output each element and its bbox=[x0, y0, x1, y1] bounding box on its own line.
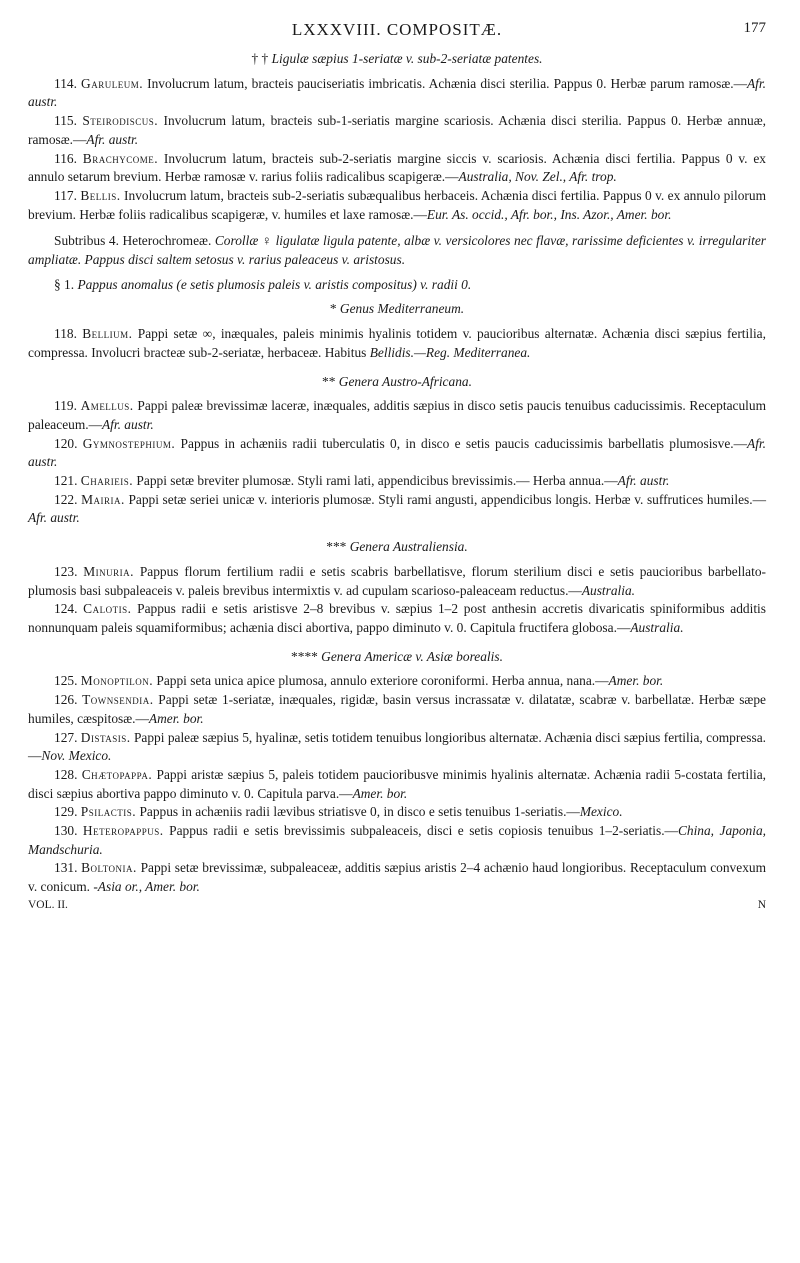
genus-entry-119 bbox=[28, 397, 766, 434]
genus-name: Amellus. bbox=[80, 398, 134, 414]
signature-mark: N bbox=[757, 898, 766, 911]
entry-number: 126. bbox=[54, 692, 78, 708]
entry-text: Pappus radii e setis brevissimis subpaleaceis, disci e setis copiosis tenuibus 1–2-seriatis.— bbox=[163, 823, 678, 839]
distribution: Australia. bbox=[630, 619, 684, 635]
genus-entry-115 bbox=[28, 112, 766, 149]
genus-entry-131 bbox=[28, 859, 766, 896]
entry-text: Pappi setæ ∞, inæquales, paleis minimis hyalinis totidem v. paucioribus alternatæ. Achænia disci sæpius fertilia, compressa. Involucri bracteæ sub-2-seriatæ, herbaceæ. Habitus bbox=[28, 326, 766, 360]
entry-text: Pappus radii e setis aristisve 2–8 brevibus v. sæpius 1–2 post anthesin accretis divaricatis spiniformibus additis nonnunquam paleis squamiformibus; achænia disci abortiva, pappo diminuto v. 0. Capitula fructifera globosa.— bbox=[28, 601, 766, 635]
distribution: Australia. bbox=[581, 582, 636, 598]
genus-entry-117 bbox=[28, 187, 766, 224]
genus-entry-121 bbox=[28, 472, 766, 491]
entry-number: 118. bbox=[54, 326, 77, 342]
genus-name: Minuria. bbox=[83, 563, 135, 579]
entry-number: 116. bbox=[54, 150, 77, 166]
genus-name: Bellis. bbox=[80, 187, 121, 203]
entry-number: 130. bbox=[54, 823, 78, 839]
entry-number: 117. bbox=[54, 187, 77, 203]
genus-entry-118 bbox=[28, 325, 766, 362]
genus-entry-120 bbox=[28, 435, 766, 472]
subtribus-text: Corollæ ♀ ligulatæ ligula patente, albæ v. versicolores nec flavæ, rarissime deficientes v. irregulariter ampliatæ. Pappus disci saltem setosus v. rarius paleaceus v. aristosus. bbox=[28, 233, 766, 268]
distribution: Afr. austr. bbox=[617, 473, 670, 489]
distribution: Amer. bor. bbox=[352, 785, 408, 801]
section-one-text: Pappus anomalus (e setis plumosis paleis v. aristis compositus) v. radii 0. bbox=[74, 276, 472, 292]
genus-name: Townsendia. bbox=[82, 692, 154, 708]
genus-name: Heteropappus. bbox=[82, 823, 164, 839]
distribution: Afr. austr. bbox=[101, 416, 154, 432]
distribution: Amer. bor. bbox=[608, 673, 664, 689]
entry-number: 123. bbox=[54, 563, 78, 579]
distribution: Afr. austr. bbox=[28, 510, 80, 526]
entry-text: Pappi paleæ sæpius 5, hyalinæ, setis totidem tenuibus longioribus alternatæ. Achænia disci sæpius fertilia, compressa.— bbox=[28, 729, 766, 764]
section-heading-text: Ligulæ sæpius 1-seriatæ v. sub-2-seriatæ patentes. bbox=[271, 51, 543, 66]
group-heading-american bbox=[28, 648, 766, 667]
group-heading-text: Genera Americæ v. Asiæ borealis. bbox=[317, 648, 503, 664]
genus-name: Psilactis. bbox=[80, 804, 137, 820]
genus-name: Steirodiscus. bbox=[82, 113, 159, 129]
distribution: Eur. As. occid., Afr. bor., Ins. Azor., Amer. bor. bbox=[426, 206, 672, 222]
distribution: Mexico. bbox=[579, 804, 623, 820]
group-heading-text: Genera Austro-Africana. bbox=[335, 373, 472, 389]
entry-text: Pappus in achæniis radii lævibus striatisve 0, in disco e setis tenuibus 1-seriatis.— bbox=[136, 804, 580, 820]
subtribus-lead: Subtribus 4. Heterochromeæ. bbox=[54, 233, 212, 249]
page-number: 177 bbox=[743, 20, 766, 36]
genus-entry-125 bbox=[28, 672, 766, 691]
group-heading-text: Genera Australiensia. bbox=[346, 539, 468, 555]
genus-name: Monoptilon. bbox=[80, 673, 154, 689]
genus-name: Distasis. bbox=[80, 729, 131, 745]
genus-name: Bellium. bbox=[82, 326, 133, 342]
genus-name: Charieis. bbox=[80, 473, 134, 489]
entry-text: Pappi setæ 1-seriatæ, inæquales, rigidæ, basin versus incrassatæ v. dilatatæ, scabræ v. barbellatæ. Herbæ sæpe humiles, cæspitosæ.— bbox=[28, 692, 766, 726]
entry-text: Pappi paleæ brevissimæ laceræ, inæquales, additis sæpius in disco setis paucis tenuibus caducissimis. Receptaculum paleaceum.— bbox=[28, 398, 766, 432]
distribution: Asia or., Amer. bor. bbox=[97, 879, 200, 895]
group-heading-mediterranean bbox=[28, 300, 766, 319]
entry-text: Involucrum latum, bracteis sub-2-seriatis margine siccis v. scariosis. Achænia disci fertilia. Pappus 0 v. ex annulo setarum brevium. Herbæ ramosæ v. rarius foliis radicalibus scapigeræ.— bbox=[28, 150, 766, 185]
genus-entry-114 bbox=[28, 75, 766, 112]
entry-number: 131. bbox=[54, 860, 78, 876]
group-heading-australian bbox=[28, 538, 766, 557]
genus-entry-128 bbox=[28, 766, 766, 803]
genus-entry-123 bbox=[28, 563, 766, 600]
entry-number: 128. bbox=[54, 766, 78, 782]
distribution: China, Japonia, Mandschuria. bbox=[28, 823, 766, 857]
section-one-heading bbox=[28, 276, 766, 295]
distribution: Australia, Nov. Zel., Afr. trop. bbox=[458, 169, 617, 185]
distribution: Afr. austr. bbox=[86, 131, 139, 147]
group-mark: *** bbox=[326, 539, 347, 555]
genus-entry-126 bbox=[28, 691, 766, 728]
distribution: Afr. austr. bbox=[28, 435, 766, 470]
entry-number: 120. bbox=[54, 435, 78, 451]
entry-number: 125. bbox=[54, 673, 78, 689]
subtribus-heading bbox=[28, 232, 766, 269]
section-mark: † † bbox=[251, 51, 269, 66]
entry-number: 129. bbox=[54, 804, 78, 820]
genus-entry-124 bbox=[28, 600, 766, 637]
entry-text: Pappi setæ brevissimæ, subpaleaceæ, additis sæpius aristis 2–4 achænio haud longioribus. Receptaculum convexum v. conicum. - bbox=[28, 860, 766, 895]
entry-text: Pappus in achæniis radii tuberculatis 0, in disco e setis paucis caducissimis barbellatis plumosisve.— bbox=[175, 435, 748, 451]
genus-entry-127 bbox=[28, 729, 766, 766]
section-heading bbox=[28, 50, 766, 69]
genus-name: Garuleum. bbox=[81, 75, 144, 91]
genus-entry-130 bbox=[28, 822, 766, 859]
group-mark: **** bbox=[291, 648, 318, 664]
distribution: Afr. austr. bbox=[28, 75, 766, 110]
entry-number: 119. bbox=[54, 398, 77, 414]
genus-entry-116 bbox=[28, 150, 766, 187]
genus-name: Boltonia. bbox=[81, 860, 137, 876]
genus-name: Gymnostephium. bbox=[82, 435, 176, 451]
genus-entry-122 bbox=[28, 491, 766, 528]
entry-number: 115. bbox=[54, 113, 77, 129]
genus-name: Chætopappa. bbox=[81, 766, 153, 782]
entry-text: Involucrum latum, bracteis sub-2-seriatis subæqualibus herbaceis. Achænia disci fertilia. Pappus 0 v. ex annulo pilorum brevium. Herbæ foliis radicalibus scapigeræ, v. humiles et laxe ramosæ.— bbox=[28, 187, 766, 222]
genus-name: Calotis. bbox=[83, 601, 132, 617]
distribution: Amer. bor. bbox=[148, 710, 204, 726]
group-mark: * bbox=[329, 301, 337, 317]
entry-number: 114. bbox=[54, 75, 77, 91]
entry-text: Pappi seta unica apice plumosa, annulo exteriore coroniformi. Herba annua, nana.— bbox=[153, 673, 609, 689]
genus-name: Mairia. bbox=[81, 491, 125, 507]
entry-text: Pappi setæ breviter plumosæ. Styli rami lati, appendicibus brevissimis.— Herba annua.— bbox=[133, 473, 618, 489]
entry-number: 124. bbox=[54, 601, 78, 617]
entry-number: 122. bbox=[54, 491, 78, 507]
group-heading-text: Genus Mediterraneum. bbox=[336, 301, 465, 317]
running-head bbox=[28, 20, 766, 44]
group-heading-austro-african bbox=[28, 373, 766, 392]
entry-text: Pappi setæ seriei unicæ v. interioris plumosæ. Styli rami angusti, appendicibus longis. Herbæ v. suffrutices humiles.— bbox=[124, 491, 767, 507]
volume-label: VOL. II. bbox=[28, 898, 68, 911]
section-mark: § 1. bbox=[54, 276, 75, 292]
entry-text: Pappus florum fertilium radii e setis scabris barbellatisve, florum sterilium disci e setis paucioribus barbellato-plumosis basi subpaleaceis v. paleis brevibus intermixtis v. ad cupulam scarioso-paleaceam reductus.— bbox=[28, 563, 766, 598]
entry-text: Pappi aristæ sæpius 5, paleis totidem paucioribusve minimis hyalinis alternatæ. Achænia radii 5-costata fertilia, disci sæpius abortiva pappo diminuto v. 0. Capitula parva.— bbox=[28, 766, 766, 801]
genus-entry-129 bbox=[28, 803, 766, 822]
genus-name: Brachycome. bbox=[82, 150, 159, 166]
entry-number: 127. bbox=[54, 729, 78, 745]
entry-number: 121. bbox=[54, 473, 78, 489]
distribution: —Reg. Mediterranea. bbox=[414, 344, 531, 360]
distribution: Nov. Mexico. bbox=[41, 748, 112, 764]
habitus-name: Bellidis. bbox=[369, 344, 414, 360]
page-footer bbox=[28, 899, 766, 911]
group-mark: ** bbox=[322, 373, 336, 389]
running-head-title: LXXXVIII. COMPOSITÆ. bbox=[291, 20, 503, 39]
entry-text: Involucrum latum, bracteis pauciseriatis imbricatis. Achænia disci sterilia. Pappus 0. Herbæ parum ramosæ.— bbox=[143, 75, 747, 91]
entry-text: Involucrum latum, bracteis sub-1-seriatis margine scariosis. Achænia disci sterilia. Pappus 0. Herbæ annuæ, ramosæ.— bbox=[28, 113, 766, 147]
